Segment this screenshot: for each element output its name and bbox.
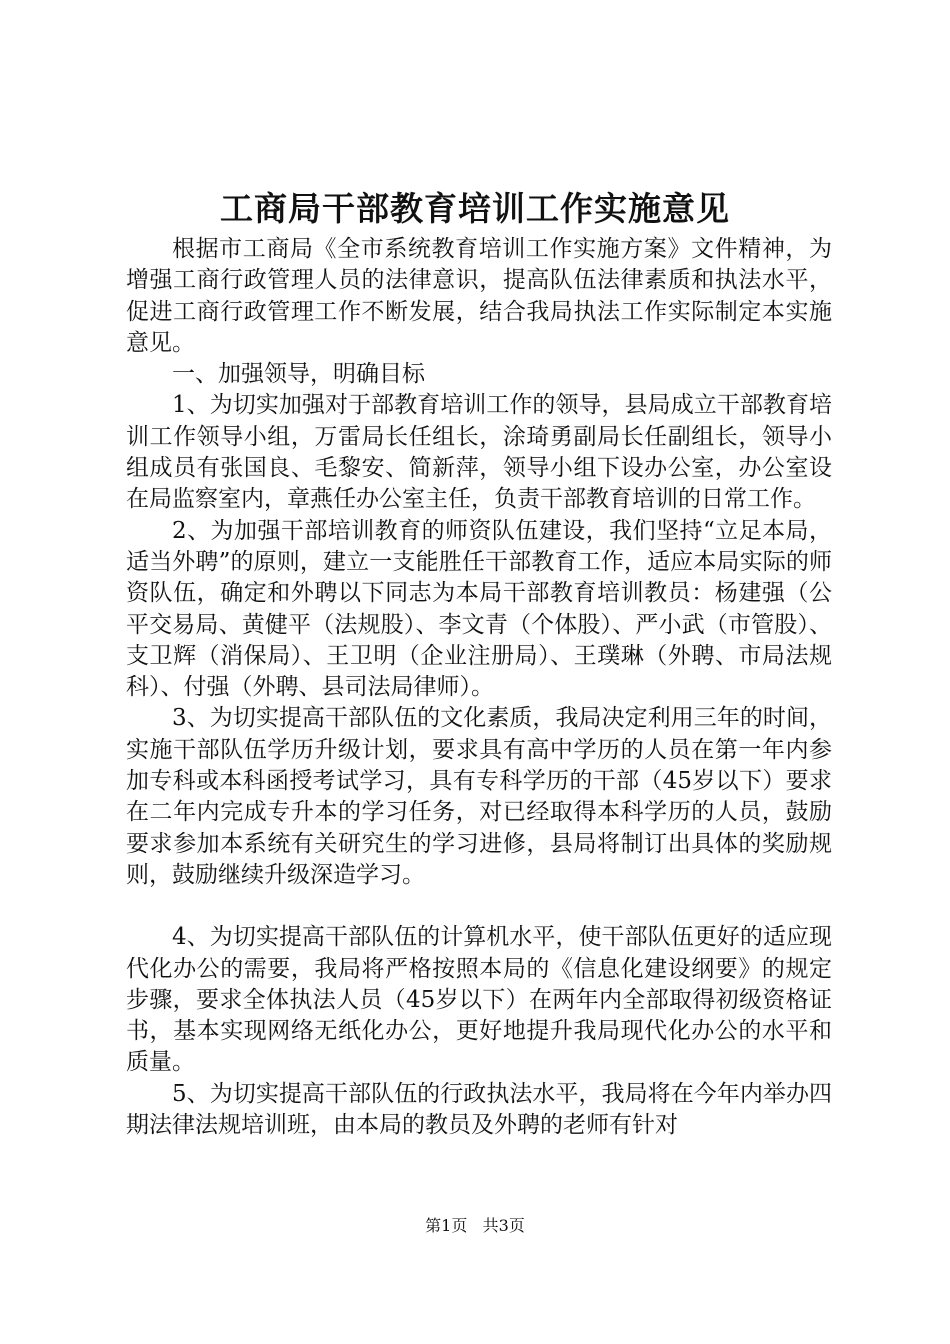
- blank-line: [126, 891, 832, 922]
- page-number: 第1页: [425, 1216, 468, 1235]
- intro-paragraph: 根据市工商局《全市系统教育培训工作实施方案》文件精神，为增强工商行政管理人员的法律意识，提高队伍法律素质和执法水平，促进工商行政管理工作不断发展，结合我局执法工作实际制定本实施意见。: [126, 236, 832, 356]
- item-2-paragraph: 2、为加强干部培训教育的师资队伍建设，我们坚持“立足本局，适当外聘”的原则，建立一支能胜任干部教育工作，适应本局实际的师资队伍，确定和外聘以下同志为本局干部教育培训教员：杨建强（公平交易局、黄健平（法规股）、李文青（个体股）、严小武（市管股）、支卫辉（消保局）、王卫明（企业注册局）、王璞琳（外聘、市局法规科）、付强（外聘、县司法局律师）。: [126, 517, 832, 701]
- document-title: 工商局干部教育培训工作实施意见: [220, 189, 730, 228]
- document-body: [126, 234, 832, 1141]
- item-4-paragraph: 4、为切实提高干部队伍的计算机水平，使干部队伍更好的适应现代化办公的需要，我局将严格按照本局的《信息化建设纲要》的规定步骤，要求全体执法人员（45岁以下）在两年内全部取得初级资格证书，基本实现网络无纸化办公，更好地提升我局现代化办公的水平和质量。: [126, 924, 832, 1076]
- item-1-paragraph: 1、为切实加强对于部教育培训工作的领导，县局成立干部教育培训工作领导小组，万雷局长任组长，涂琦勇副局长任副组长，领导小组成员有张国良、毛黎安、简新萍，领导小组下设办公室，办公室设在局监察室内，章燕任办公室主任，负责干部教育培训的日常工作。: [126, 392, 832, 513]
- item-5-paragraph: 5、为切实提高干部队伍的行政执法水平，我局将在今年内举办四期法律法规培训班，由本局的教员及外聘的老师有针对: [126, 1080, 832, 1139]
- item-3-paragraph: 3、为切实提高干部队伍的文化素质，我局决定利用三年的时间，实施干部队伍学历升级计划，要求具有高中学历的人员在第一年内参加专科或本科函授考试学习，具有专科学历的干部（45岁以下）要求在二年内完成专升本的学习任务，对已经取得本科学历的人员，鼓励要求参加本系统有关研究生的学习进修，县局将制订出具体的奖励规则，鼓励继续升级深造学习。: [126, 705, 832, 888]
- page-footer: [0, 1214, 950, 1238]
- page-total: 共3页: [482, 1216, 525, 1235]
- section-heading: 一、加强领导，明确目标: [172, 361, 425, 388]
